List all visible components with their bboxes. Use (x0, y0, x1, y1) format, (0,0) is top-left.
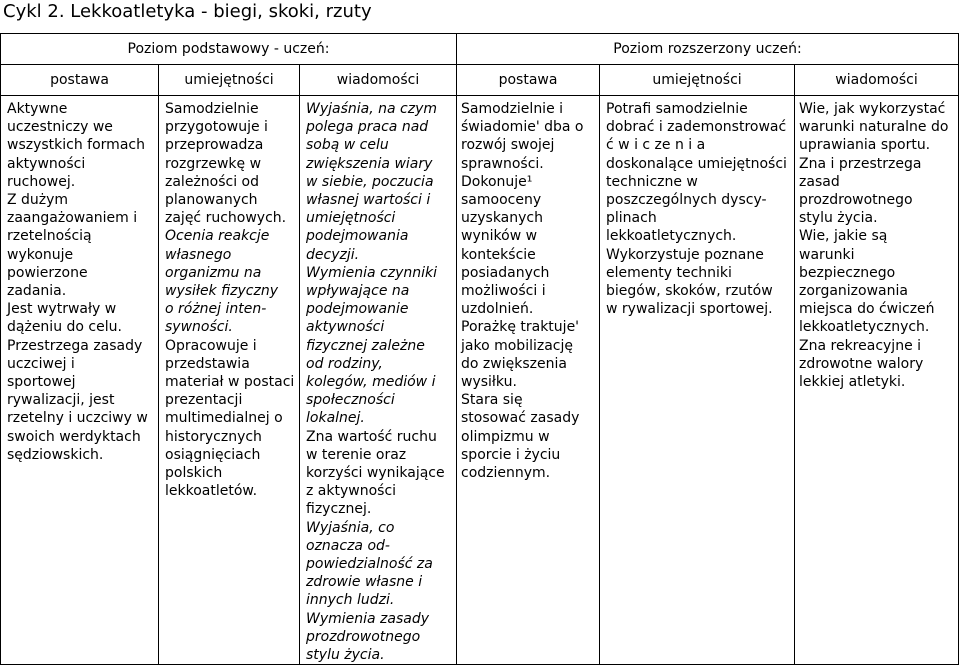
cell-line: multimedialnej o (165, 410, 283, 427)
cell-line: ruchowej. (7, 173, 76, 190)
cell-line: zorganizowania (799, 283, 908, 300)
cell-line: sobą w celu (306, 137, 389, 154)
cell-line: sprawności. (461, 155, 544, 172)
cell-line: techniczne w (606, 173, 698, 190)
curriculum-table (0, 33, 959, 665)
cell-line: Wyjaśnia, na czym (306, 101, 438, 117)
cell-line: podejmowanie (306, 301, 409, 318)
cell-line: Wymienia czynniki (306, 264, 438, 281)
cell-line: uzyskanych (461, 210, 543, 227)
cell-line: lekkoatletów. (165, 483, 258, 500)
cell-line: fizycznej zależne (306, 337, 425, 354)
cell-line: uczciwej i (7, 355, 75, 372)
cell-line: ć w i c ze n i a (606, 137, 706, 154)
cell-line: uprawiania sportu. (799, 137, 931, 154)
cell-line: elementy techniki (606, 264, 732, 281)
cell-line: rozgrzewkę w (165, 155, 262, 172)
cell-line: sywności. (165, 319, 233, 336)
cell-line: w rywalizacji sportowej. (606, 301, 773, 318)
cell-line: Opracowuje i (165, 337, 257, 354)
cell-line: w terenie oraz (306, 446, 407, 463)
cell-line: oznacza od- (306, 537, 390, 554)
cell-line: codziennym. (461, 465, 551, 482)
cell-line: uczestniczy we (7, 119, 113, 136)
basic-skills-cell (159, 96, 300, 665)
cell-line: społeczności (306, 392, 395, 409)
cell-line: sporcie i życiu (461, 446, 561, 463)
cell-line: powiedzialność za (306, 556, 433, 573)
level-header-row (1, 34, 959, 65)
cell-line: stylu życia. (799, 210, 878, 227)
cell-line: aktywności (7, 155, 86, 172)
cell-line: zaangażowaniem i (7, 210, 138, 227)
cell-line: rzetelny i uczciwy w (7, 410, 148, 427)
cell-line: historycznych (165, 428, 262, 445)
cell-line: rywalizacji, jest (7, 392, 115, 409)
cell-line: zadania. (7, 283, 67, 300)
cell-line: plinach (606, 210, 657, 227)
cell-line: Porażkę traktuje' (461, 319, 580, 336)
cell-line: Zna wartość ruchu (306, 428, 437, 445)
extended-skills-cell (600, 96, 795, 665)
cell-line: przedstawia (165, 355, 250, 372)
cell-line: podejmowania (306, 228, 409, 245)
cell-line: jako mobilizację (461, 337, 573, 354)
cell-line: Dokonuje¹ (461, 173, 533, 190)
cell-line: zwiększenia wiary (306, 155, 433, 172)
cell-line: lekkoatletycznych. (606, 228, 737, 245)
cell-line: swoich werdyktach (7, 428, 141, 445)
cell-line: własnej wartości i (306, 192, 431, 209)
cell-line: prozdrowotnego (306, 628, 421, 645)
cell-line: umiejętności (306, 210, 396, 227)
cell-line: wyników w (461, 228, 538, 245)
cell-line: własnego (165, 246, 232, 263)
cell-line: świadomie' dba o (461, 119, 584, 136)
cell-line: zajęć ruchowych. (165, 210, 287, 227)
column-header: umiejętności (159, 65, 300, 96)
cell-line: powierzone (7, 264, 88, 281)
cell-line: możliwości i (461, 283, 546, 300)
cell-line: Potrafi samodzielnie (606, 101, 748, 117)
column-header: postawa (457, 65, 600, 96)
cell-line: przygotowuje i (165, 119, 268, 136)
cell-line: olimpizmu w (461, 428, 550, 445)
cell-line: rzetelnością (7, 228, 92, 245)
cell-line: lokalnej. (306, 410, 365, 427)
cell-line: zasad (799, 173, 840, 190)
cell-line: uzdolnień. (461, 301, 534, 318)
column-header: wiadomości (795, 65, 959, 96)
extended-knowledge-cell (795, 96, 959, 665)
extended-level-header: Poziom rozszerzony uczeń: (457, 34, 959, 65)
cell-line: w siebie, poczucia (306, 173, 434, 190)
cell-line: do zwiększenia (461, 355, 567, 372)
cell-line: zależności od (165, 173, 260, 190)
cell-line: bezpiecznego (799, 264, 896, 281)
page-title: Cykl 2. Lekkoatletyka - biegi, skoki, rzuty (3, 1, 372, 22)
cell-line: Jest wytrwały w (7, 301, 117, 318)
cell-line: Zna i przestrzega (799, 155, 922, 172)
column-header: umiejętności (600, 65, 795, 96)
cell-line: Wie, jak wykorzystać (799, 101, 946, 117)
cell-line: zdrowie własne i (306, 574, 423, 591)
cell-line: Aktywne (7, 101, 68, 117)
cell-line: Przestrzega zasady (7, 337, 143, 354)
cell-line: lekkoatletycznych. (799, 319, 930, 336)
cell-line: Wie, jakie są (799, 228, 888, 245)
cell-line: Samodzielnie i (461, 101, 564, 117)
cell-line: Wykorzystuje poznane (606, 246, 764, 263)
cell-line: wysiłek fizyczny (165, 283, 278, 300)
cell-line: zdrowotne walory (799, 355, 924, 372)
cell-line: aktywności (306, 319, 385, 336)
cell-line: Ocenia reakcje (165, 228, 270, 245)
cell-line: biegów, skoków, rzutów (606, 283, 773, 300)
cell-line: stylu życia. (306, 647, 385, 664)
column-header-row (1, 65, 959, 96)
cell-line: materiał w postaci (165, 374, 295, 391)
cell-line: innych ludzi. (306, 592, 395, 609)
cell-line: przeprowadza (165, 137, 264, 154)
cell-line: Wyjaśnia, co (306, 519, 395, 536)
cell-line: lekkiej atletyki. (799, 374, 906, 391)
column-header: wiadomości (300, 65, 457, 96)
cell-line: korzyści wynikające (306, 465, 445, 482)
cell-line: stosować zasady (461, 410, 580, 427)
cell-line: rozwój swojej (461, 137, 555, 154)
cell-line: od rodziny, (306, 355, 383, 372)
cell-line: fizycznej. (306, 501, 372, 518)
cell-line: dobrać i zademonstrować (606, 119, 787, 136)
basic-knowledge-cell (300, 96, 457, 665)
cell-line: Samodzielnie (165, 101, 259, 117)
cell-line: samooceny (461, 192, 542, 209)
cell-line: Z dużym (7, 192, 69, 209)
cell-line: dążeniu do celu. (7, 319, 122, 336)
cell-line: posiadanych (461, 264, 550, 281)
cell-line: sportowej (7, 374, 76, 391)
cell-line: Wymienia zasady (306, 610, 430, 627)
cell-line: prezentacji (165, 392, 243, 409)
cell-line: wszystkich formach (7, 137, 145, 154)
cell-line: prozdrowotnego (799, 192, 913, 209)
cell-line: kontekście (461, 246, 536, 263)
cell-line: wykonuje (7, 246, 74, 263)
content-row (1, 96, 959, 665)
basic-level-header: Poziom podstawowy - uczeń: (1, 34, 457, 65)
cell-line: polega praca nad (306, 119, 429, 136)
cell-line: miejsca do ćwiczeń (799, 301, 935, 318)
cell-line: Zna rekreacyjne i (799, 337, 922, 354)
cell-line: warunki (799, 246, 855, 263)
cell-line: doskonalące umiejętności (606, 155, 787, 172)
cell-line: osiągnięciach (165, 446, 261, 463)
cell-line: kolegów, mediów i (306, 374, 436, 391)
basic-attitude-cell (1, 96, 159, 665)
cell-line: z aktywności (306, 483, 397, 500)
cell-line: warunki naturalne do (799, 119, 949, 136)
cell-line: Stara się (461, 392, 523, 409)
cell-line: organizmu na (165, 264, 262, 281)
column-header: postawa (1, 65, 159, 96)
cell-line: wysiłku. (461, 374, 517, 391)
cell-line: o różnej inten- (165, 301, 267, 318)
cell-line: planowanych (165, 192, 258, 209)
cell-line: decyzji. (306, 246, 360, 263)
cell-line: wpływające na (306, 283, 410, 300)
cell-line: sędziowskich. (7, 446, 104, 463)
extended-attitude-cell (457, 96, 600, 665)
cell-line: polskich (165, 465, 223, 482)
cell-line: poszczególnych dyscy- (606, 192, 767, 209)
